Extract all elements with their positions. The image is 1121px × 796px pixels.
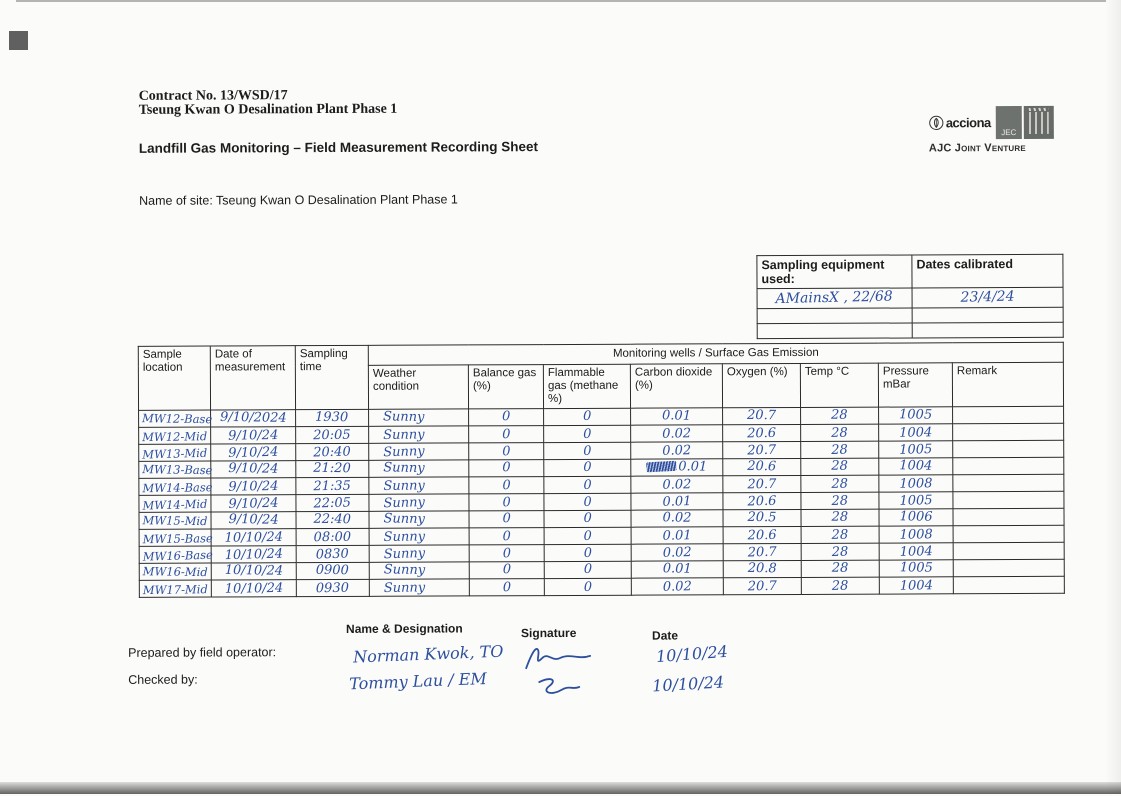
flammable-gas-value: 0 bbox=[583, 496, 592, 510]
carbon-dioxide-cell bbox=[631, 493, 723, 510]
weather-condition-value: Sunny bbox=[383, 428, 425, 443]
balance-gas-cell bbox=[469, 494, 544, 511]
carbon-dioxide-value: 0.02 bbox=[662, 444, 691, 459]
carbon-dioxide-value: 0.02 bbox=[662, 427, 691, 441]
balance-gas-value: 0 bbox=[502, 428, 510, 442]
sample-location-cell bbox=[139, 410, 211, 427]
date-of-measurement-value: 10/10/24 bbox=[224, 548, 283, 564]
pressure-cell bbox=[879, 526, 953, 543]
temperature-value: 28 bbox=[831, 444, 848, 458]
acciona-label: acciona bbox=[946, 115, 991, 130]
flammable-gas-cell bbox=[544, 493, 631, 510]
remark-cell bbox=[953, 508, 1064, 525]
equipment-name-cell bbox=[757, 288, 912, 309]
oxygen-cell bbox=[723, 577, 801, 594]
oxygen-value: 20.6 bbox=[747, 460, 776, 474]
pressure-value: 1006 bbox=[899, 510, 932, 524]
sample-location-value: MW16-Base bbox=[143, 548, 214, 564]
weather-condition-cell bbox=[369, 426, 469, 443]
weather-condition-cell bbox=[369, 545, 469, 562]
sampling-time-cell bbox=[296, 545, 369, 562]
date-of-measurement-cell bbox=[211, 546, 296, 563]
date-of-measurement-cell bbox=[211, 461, 296, 478]
jec-logo bbox=[996, 106, 1022, 139]
pressure-cell bbox=[879, 560, 953, 577]
balance-gas-cell bbox=[469, 409, 544, 426]
prepared-by-signature bbox=[522, 644, 594, 672]
pressure-value: 1004 bbox=[900, 579, 933, 593]
temperature-cell bbox=[801, 441, 879, 458]
carbon-dioxide-value: 0.02 bbox=[663, 580, 692, 594]
temperature-value: 28 bbox=[832, 529, 849, 543]
sample-location-cell bbox=[139, 427, 211, 444]
prepared-by-date bbox=[656, 644, 729, 667]
monitoring-wells-group-header: Monitoring wells / Surface Gas Emission bbox=[368, 342, 1063, 365]
flammable-gas-value: 0 bbox=[583, 445, 592, 459]
empty-cell bbox=[757, 323, 912, 339]
weather-condition-value: Sunny bbox=[383, 496, 425, 511]
sample-location-cell bbox=[139, 461, 211, 478]
flammable-gas-cell bbox=[544, 408, 631, 425]
empty-cell bbox=[912, 307, 1063, 323]
weather-condition-cell bbox=[369, 562, 469, 579]
checked-by-name-value: Tommy Lau / EM bbox=[349, 672, 487, 691]
weather-condition-cell bbox=[369, 460, 469, 477]
weather-condition-value: Sunny bbox=[383, 461, 425, 476]
carbon-dioxide-value: 0.01 bbox=[663, 529, 692, 543]
sample-location-value: MW14-Mid bbox=[142, 497, 207, 513]
sample-location-cell bbox=[139, 546, 211, 563]
temperature-value: 28 bbox=[831, 409, 848, 423]
date-of-measurement-cell bbox=[211, 427, 296, 444]
document-header bbox=[139, 89, 398, 117]
date-of-measurement-value: 10/10/24 bbox=[224, 531, 283, 546]
oxygen-cell bbox=[723, 560, 801, 577]
prepared-by-label: Prepared by field operator: bbox=[128, 645, 276, 660]
temperature-cell bbox=[801, 424, 879, 441]
pressure-cell bbox=[879, 424, 953, 441]
balance-gas-cell bbox=[469, 528, 544, 545]
oxygen-value: 20.8 bbox=[748, 562, 777, 576]
oxygen-value: 20.6 bbox=[748, 529, 777, 543]
remark-cell bbox=[953, 474, 1064, 491]
carbon-dioxide-cell bbox=[631, 425, 723, 442]
sampling-time-value: 0930 bbox=[316, 582, 349, 596]
sampling-time-value: 1930 bbox=[315, 411, 348, 425]
balance-gas-cell bbox=[469, 460, 544, 477]
pressure-value: 1004 bbox=[899, 426, 932, 440]
sampling-time-cell bbox=[296, 409, 369, 426]
sampling-time-value: 0900 bbox=[316, 564, 349, 578]
remark-cell bbox=[953, 576, 1064, 593]
weather-condition-value: Sunny bbox=[383, 512, 425, 527]
temperature-cell bbox=[801, 492, 879, 509]
scan-edge-shadow bbox=[1105, 0, 1121, 794]
sample-location-cell bbox=[139, 580, 211, 597]
balance-gas-cell bbox=[469, 443, 544, 460]
flammable-gas-cell bbox=[544, 561, 631, 578]
date-header: Date bbox=[652, 628, 678, 642]
oxygen-value: 20.5 bbox=[747, 511, 776, 525]
jec-label: JEC bbox=[1001, 128, 1016, 137]
sampling-time-value: 22:05 bbox=[314, 496, 352, 511]
sample-location-cell bbox=[139, 444, 211, 461]
sampling-time-cell bbox=[296, 443, 369, 460]
checked-by-signature bbox=[531, 674, 583, 700]
sample-location-value: MW16-Mid bbox=[143, 564, 208, 579]
pressure-value: 1005 bbox=[899, 408, 932, 422]
balance-gas-value: 0 bbox=[502, 410, 510, 424]
balance-gas-value: 0 bbox=[502, 461, 510, 475]
date-of-measurement-value: 9/10/24 bbox=[228, 429, 278, 444]
carbon-dioxide-value: 0.02 bbox=[662, 511, 691, 525]
pressure-value: 1005 bbox=[899, 443, 932, 458]
pressure-cell bbox=[879, 543, 953, 560]
balance-gas-value: 0 bbox=[502, 479, 510, 493]
weather-condition-value: Sunny bbox=[383, 479, 425, 494]
sampling-time-cell bbox=[296, 528, 369, 545]
pressure-cell bbox=[879, 475, 953, 492]
date-calibrated-value: 23/4/24 bbox=[960, 290, 1014, 305]
weather-condition-cell bbox=[369, 477, 469, 494]
oxygen-cell bbox=[723, 458, 801, 475]
signature-header: Signature bbox=[521, 626, 576, 640]
weather-condition-cell bbox=[369, 494, 469, 511]
carbon-dioxide-value: 0.01 bbox=[678, 460, 707, 474]
pressure-value: 1004 bbox=[899, 459, 932, 473]
flammable-gas-cell bbox=[544, 544, 631, 561]
sampling-time-header: Sampling time bbox=[295, 345, 368, 409]
equipment-header-row bbox=[757, 254, 1063, 288]
oxygen-value: 20.7 bbox=[748, 546, 777, 561]
balance-gas-value: 0 bbox=[502, 563, 510, 577]
temperature-cell bbox=[801, 560, 879, 577]
oxygen-value: 20.7 bbox=[748, 580, 777, 594]
sampling-time-value: 21:35 bbox=[314, 480, 352, 495]
pressure-value: 1008 bbox=[899, 477, 932, 491]
balance-gas-value: 0 bbox=[503, 581, 511, 595]
prepared-by-name-value: Norman Kwok, TO bbox=[353, 645, 504, 665]
carbon-dioxide-cell bbox=[631, 578, 723, 595]
sampling-time-value: 08:00 bbox=[314, 531, 352, 546]
carbon-dioxide-value: 0.02 bbox=[663, 546, 692, 561]
date-of-measurement-cell bbox=[211, 410, 296, 427]
carbon-dioxide-value: 0.01 bbox=[663, 562, 692, 576]
flammable-gas-value: 0 bbox=[583, 479, 591, 493]
oxygen-value: 20.7 bbox=[747, 409, 776, 423]
date-of-measurement-cell bbox=[211, 444, 296, 461]
flammable-gas-cell bbox=[544, 578, 631, 595]
logo-row bbox=[929, 106, 1089, 140]
carbon-dioxide-cell bbox=[631, 408, 723, 425]
remark-cell bbox=[953, 440, 1064, 457]
weather-condition-cell bbox=[369, 443, 469, 460]
equipment-used-header: Sampling equipment used: bbox=[757, 255, 912, 289]
temperature-value: 28 bbox=[831, 427, 848, 441]
balance-gas-value: 0 bbox=[502, 512, 510, 526]
carbon-dioxide-header: Carbon dioxide (%) bbox=[630, 364, 722, 408]
date-of-measurement-header: Date of measurement bbox=[210, 346, 295, 410]
sample-location-value: MW13-Mid bbox=[142, 446, 207, 462]
pressure-cell bbox=[879, 407, 953, 424]
weather-condition-cell bbox=[369, 511, 469, 528]
oxygen-value: 20.6 bbox=[747, 427, 776, 441]
oxygen-cell bbox=[723, 526, 801, 543]
weather-condition-cell bbox=[369, 579, 469, 596]
sample-location-cell bbox=[139, 478, 211, 495]
balance-gas-cell bbox=[469, 477, 544, 494]
pressure-cell bbox=[879, 577, 953, 594]
flammable-gas-cell bbox=[544, 527, 631, 544]
pressure-value: 1008 bbox=[899, 528, 932, 542]
weather-condition-cell bbox=[369, 409, 469, 426]
sample-location-cell bbox=[139, 495, 211, 512]
pressure-value: 1005 bbox=[899, 494, 932, 509]
flammable-gas-value: 0 bbox=[583, 547, 592, 561]
temperature-value: 28 bbox=[832, 562, 849, 576]
pressure-value: 1005 bbox=[900, 561, 933, 575]
scan-artifact-square bbox=[9, 31, 28, 50]
temp-header: Temp °C bbox=[800, 363, 878, 407]
oxygen-cell bbox=[723, 424, 801, 441]
date-calibrated-cell bbox=[912, 287, 1063, 308]
sample-location-value: MW17-Mid bbox=[143, 582, 208, 597]
balance-gas-cell bbox=[469, 579, 544, 596]
balance-gas-value: 0 bbox=[502, 530, 510, 544]
remark-cell bbox=[953, 542, 1064, 559]
balance-gas-value: 0 bbox=[502, 547, 511, 561]
sampling-time-value: 21:20 bbox=[313, 462, 351, 477]
pressure-cell bbox=[879, 492, 953, 509]
sampling-time-cell bbox=[296, 477, 369, 494]
weather-condition-cell bbox=[369, 528, 469, 545]
prepared-by-date-value: 10/10/24 bbox=[656, 645, 729, 664]
sample-location-cell bbox=[139, 512, 211, 529]
balance-gas-cell bbox=[469, 426, 544, 443]
date-of-measurement-value: 10/10/24 bbox=[224, 564, 283, 579]
remark-header: Remark bbox=[952, 362, 1063, 406]
sample-location-value: MW13-Base bbox=[142, 462, 212, 477]
sample-location-value: MW15-Mid bbox=[142, 513, 207, 528]
remark-cell bbox=[953, 525, 1064, 542]
carbon-dioxide-cell bbox=[631, 544, 723, 561]
temperature-value: 28 bbox=[832, 580, 849, 594]
temperature-value: 28 bbox=[832, 511, 849, 525]
remark-cell bbox=[953, 559, 1064, 576]
date-of-measurement-value: 10/10/24 bbox=[225, 582, 284, 597]
oxygen-header: Oxygen (%) bbox=[722, 363, 800, 407]
sampling-equipment-table bbox=[756, 254, 1063, 339]
oxygen-cell bbox=[723, 509, 801, 526]
monitoring-table bbox=[138, 342, 1065, 598]
pressure-cell bbox=[879, 509, 953, 526]
sampling-time-value: 0830 bbox=[316, 548, 349, 563]
date-of-measurement-cell bbox=[211, 478, 296, 495]
checked-by-label: Checked by: bbox=[128, 673, 198, 687]
leaf-icon bbox=[929, 115, 944, 130]
carbon-dioxide-cell bbox=[631, 442, 723, 459]
logo-pattern-bars bbox=[1029, 112, 1049, 134]
sample-location-cell bbox=[139, 563, 211, 580]
crossed-out-scribble bbox=[646, 461, 677, 473]
flammable-gas-cell bbox=[544, 442, 631, 459]
sampling-time-cell bbox=[296, 494, 369, 511]
flammable-gas-header: Flammable gas (methane %) bbox=[543, 364, 630, 408]
date-of-measurement-value: 9/10/24 bbox=[228, 446, 279, 461]
sampling-time-value: 20:05 bbox=[313, 429, 351, 444]
sampling-time-cell bbox=[296, 460, 369, 477]
remark-cell bbox=[953, 457, 1064, 474]
date-of-measurement-value: 9/10/24 bbox=[228, 462, 278, 477]
flammable-gas-value: 0 bbox=[583, 512, 591, 526]
date-of-measurement-value: 9/10/24 bbox=[228, 513, 278, 528]
date-of-measurement-value: 9/10/24 bbox=[228, 480, 278, 495]
flammable-gas-value: 0 bbox=[583, 410, 591, 424]
carbon-dioxide-cell bbox=[631, 510, 723, 527]
name-designation-header: Name & Designation bbox=[346, 621, 463, 636]
pressure-cell bbox=[879, 441, 953, 458]
joint-venture-label: AJC Joint Venture bbox=[929, 142, 1089, 155]
balance-gas-cell bbox=[469, 511, 544, 528]
sample-location-value: MW15-Base bbox=[143, 531, 213, 546]
checked-by-name bbox=[349, 671, 487, 694]
date-of-measurement-cell bbox=[211, 529, 296, 546]
oxygen-cell bbox=[723, 475, 801, 492]
sample-location-header: Sample location bbox=[138, 346, 210, 410]
date-of-measurement-cell bbox=[211, 495, 296, 512]
oxygen-cell bbox=[723, 543, 801, 560]
balance-gas-cell bbox=[469, 545, 544, 562]
balance-gas-header: Balance gas (%) bbox=[468, 365, 543, 409]
oxygen-value: 20.7 bbox=[747, 444, 776, 459]
sample-location-cell bbox=[139, 529, 211, 546]
cscec-logo bbox=[1024, 106, 1054, 139]
site-name: Name of site: Tseung Kwan O Desalination Plant Phase 1 bbox=[139, 192, 458, 207]
date-of-measurement-cell bbox=[211, 512, 296, 529]
temperature-value: 28 bbox=[832, 495, 849, 509]
weather-condition-value: Sunny bbox=[384, 530, 426, 545]
equipment-row bbox=[757, 287, 1063, 308]
remark-cell bbox=[953, 423, 1064, 440]
weather-condition-value: Sunny bbox=[383, 410, 425, 425]
prepared-by-name bbox=[353, 644, 504, 668]
sample-location-value: MW12-Base bbox=[142, 411, 212, 426]
temperature-cell bbox=[801, 577, 879, 594]
flammable-gas-value: 0 bbox=[583, 428, 591, 442]
carbon-dioxide-cell bbox=[631, 476, 723, 493]
flammable-gas-value: 0 bbox=[583, 563, 591, 577]
equipment-name-value: AMainsX , 22/68 bbox=[776, 290, 893, 307]
weather-condition-value: Sunny bbox=[383, 445, 425, 460]
empty-cell bbox=[912, 322, 1063, 338]
ajc-joint-venture-logo bbox=[929, 106, 1089, 155]
carbon-dioxide-cell bbox=[631, 561, 723, 578]
temperature-value: 28 bbox=[832, 546, 849, 560]
weather-condition-header: Weather condition bbox=[368, 365, 468, 409]
sampling-time-cell bbox=[296, 426, 369, 443]
contract-number: Contract No. 13/WSD/17 bbox=[139, 89, 398, 104]
remark-cell bbox=[953, 406, 1064, 423]
flammable-gas-value: 0 bbox=[583, 530, 591, 544]
date-of-measurement-value: 9/10/2024 bbox=[220, 411, 287, 426]
flammable-gas-cell bbox=[544, 510, 631, 527]
pressure-cell bbox=[879, 458, 953, 475]
sampling-time-value: 22:40 bbox=[314, 513, 352, 528]
temperature-cell bbox=[801, 475, 879, 492]
flammable-gas-value: 0 bbox=[584, 581, 592, 595]
pressure-header: Pressure mBar bbox=[878, 363, 952, 407]
empty-cell bbox=[757, 308, 912, 324]
carbon-dioxide-cell bbox=[631, 527, 723, 544]
acciona-logo bbox=[929, 106, 994, 139]
oxygen-value: 20.6 bbox=[747, 495, 776, 510]
temperature-cell bbox=[801, 543, 879, 560]
carbon-dioxide-value: 0.01 bbox=[662, 409, 691, 423]
checked-by-date-value: 10/10/24 bbox=[652, 675, 725, 693]
equipment-row-empty bbox=[757, 307, 1063, 323]
date-of-measurement-value: 9/10/24 bbox=[228, 497, 279, 512]
balance-gas-value: 0 bbox=[502, 445, 511, 459]
dates-calibrated-header: Dates calibrated bbox=[912, 254, 1063, 288]
sampling-time-cell bbox=[296, 511, 369, 528]
table-row bbox=[139, 576, 1064, 597]
checked-by-date bbox=[652, 674, 725, 696]
monitoring-table-body bbox=[139, 406, 1065, 597]
carbon-dioxide-cell bbox=[631, 459, 723, 476]
date-of-measurement-cell bbox=[211, 580, 296, 597]
sampling-time-value: 20:40 bbox=[313, 445, 351, 460]
carbon-dioxide-value: 0.02 bbox=[662, 478, 691, 492]
sampling-time-cell bbox=[296, 562, 369, 579]
sample-location-value: MW14-Base bbox=[142, 480, 212, 495]
temperature-cell bbox=[801, 407, 879, 424]
pressure-value: 1004 bbox=[899, 545, 932, 560]
carbon-dioxide-value: 0.01 bbox=[662, 495, 691, 510]
flammable-gas-value: 0 bbox=[583, 461, 591, 475]
temperature-value: 28 bbox=[832, 478, 849, 492]
temperature-value: 28 bbox=[831, 460, 848, 474]
scan-artifact-top-line bbox=[16, 0, 1106, 2]
flammable-gas-cell bbox=[544, 459, 631, 476]
balance-gas-value: 0 bbox=[502, 496, 511, 510]
oxygen-cell bbox=[723, 492, 801, 509]
sheet-title: Landfill Gas Monitoring – Field Measurement Recording Sheet bbox=[139, 139, 538, 156]
logo-pattern-dots bbox=[1029, 108, 1049, 111]
flammable-gas-cell bbox=[544, 425, 631, 442]
sampling-time-cell bbox=[296, 579, 369, 596]
equipment-row-empty bbox=[757, 322, 1063, 338]
oxygen-value: 20.7 bbox=[747, 478, 776, 492]
weather-condition-value: Sunny bbox=[384, 581, 426, 596]
temperature-cell bbox=[801, 458, 879, 475]
weather-condition-value: Sunny bbox=[384, 563, 426, 578]
oxygen-cell bbox=[723, 441, 801, 458]
temperature-cell bbox=[801, 526, 879, 543]
oxygen-cell bbox=[723, 407, 801, 424]
weather-condition-value: Sunny bbox=[384, 547, 426, 562]
scan-artifact-bottom-strip bbox=[0, 782, 1121, 794]
remark-cell bbox=[953, 491, 1064, 508]
flammable-gas-cell bbox=[544, 476, 631, 493]
balance-gas-cell bbox=[469, 562, 544, 579]
date-of-measurement-cell bbox=[211, 563, 296, 580]
project-name: Tseung Kwan O Desalination Plant Phase 1 bbox=[139, 102, 398, 117]
sample-location-value: MW12-Mid bbox=[142, 429, 207, 444]
temperature-cell bbox=[801, 509, 879, 526]
